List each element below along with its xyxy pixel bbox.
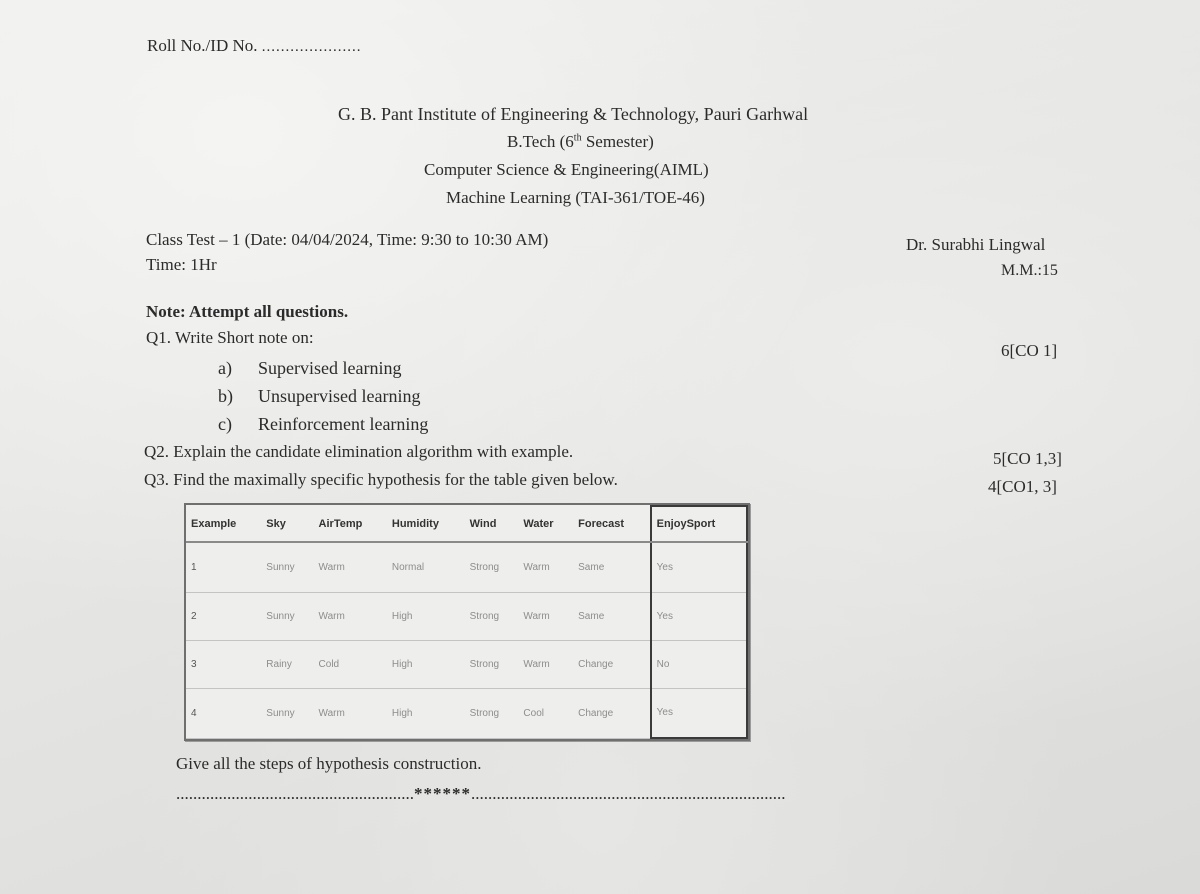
question-2: Q2. Explain the candidate elimination algorithm with example. xyxy=(144,442,574,461)
table-cell-target: Yes xyxy=(651,542,747,592)
item-text: Supervised learning xyxy=(258,358,402,378)
table-row xyxy=(186,640,747,688)
table-cell: Rainy xyxy=(261,640,313,688)
table-cell: Warm xyxy=(518,592,573,640)
table-row xyxy=(186,688,747,738)
question-1: Q1. Write Short note on: xyxy=(146,328,314,347)
question-3: Q3. Find the maximally specific hypothesis for the table given below. xyxy=(144,470,618,489)
course-name: Machine Learning (TAI-361/TOE-46) xyxy=(446,188,705,207)
question-1-marks: 6[CO 1] xyxy=(1001,341,1058,360)
question-1-item-c xyxy=(218,414,428,435)
table-cell: Same xyxy=(573,542,650,592)
item-text: Reinforcement learning xyxy=(258,414,429,434)
department-name: Computer Science & Engineering(AIML) xyxy=(424,160,709,179)
program-line xyxy=(507,132,654,152)
exam-duration: Time: 1Hr xyxy=(146,255,217,274)
table-cell: Warm xyxy=(518,542,573,592)
table-cell: Sunny xyxy=(261,592,313,640)
table-cell: Strong xyxy=(465,592,519,640)
header-cell: Example xyxy=(186,506,261,542)
institute-name: G. B. Pant Institute of Engineering & Technology, Pauri Garhwal xyxy=(338,104,809,124)
table-cell: Strong xyxy=(465,640,519,688)
item-letter: c) xyxy=(218,414,232,434)
question-2-marks: 5[CO 1,3] xyxy=(993,449,1062,468)
table-row xyxy=(186,542,747,592)
program-suffix: Semester) xyxy=(581,132,654,151)
question-3-marks: 4[CO1, 3] xyxy=(988,477,1057,496)
table-cell: Sunny xyxy=(261,688,313,738)
item-letter: b) xyxy=(218,386,233,406)
header-cell: Sky xyxy=(261,506,313,542)
end-of-paper-line xyxy=(176,784,1076,804)
table-cell: 2 xyxy=(186,592,261,640)
table-cell: Same xyxy=(573,592,650,640)
question-1-item-a xyxy=(218,358,401,379)
table-cell: Strong xyxy=(465,542,519,592)
table-cell: High xyxy=(387,688,465,738)
table-cell-target: Yes xyxy=(651,592,747,640)
program-prefix: B.Tech (6 xyxy=(507,132,574,151)
instruction-note: Note: Attempt all questions. xyxy=(146,302,349,321)
footer-dots-right: .......................................................................... xyxy=(471,784,786,803)
header-cell-target: EnjoySport xyxy=(651,506,747,542)
header-cell: Humidity xyxy=(387,506,465,542)
table-cell: Cold xyxy=(314,640,387,688)
footer-stars: ****** xyxy=(414,784,471,803)
roll-label: Roll No./ID No. xyxy=(147,36,258,55)
question-1-item-b xyxy=(218,386,420,407)
table-header-row xyxy=(186,506,747,542)
table-cell: 4 xyxy=(186,688,261,738)
table-cell: Change xyxy=(573,688,650,738)
table-cell: 3 xyxy=(186,640,261,688)
header-cell: Water xyxy=(518,506,573,542)
program-sup: th xyxy=(573,132,582,144)
table-cell: Normal xyxy=(387,542,465,592)
table-cell: Warm xyxy=(314,592,387,640)
table-cell: Warm xyxy=(314,542,387,592)
roll-dots: ..................... xyxy=(261,39,362,55)
header-cell: Forecast xyxy=(573,506,650,542)
header-cell: AirTemp xyxy=(314,506,387,542)
table-cell-target: No xyxy=(651,640,747,688)
examiner-name: Dr. Surabhi Lingwal xyxy=(906,235,1046,254)
table-cell: 1 xyxy=(186,542,261,592)
training-examples-table xyxy=(184,503,750,741)
table-row xyxy=(186,592,747,640)
item-text: Unsupervised learning xyxy=(258,386,421,406)
max-marks: M.M.:15 xyxy=(1001,262,1058,279)
table-cell-target: Yes xyxy=(651,688,747,738)
table-cell: Warm xyxy=(314,688,387,738)
roll-number-line xyxy=(147,36,362,56)
header-cell: Wind xyxy=(465,506,519,542)
table-cell: Change xyxy=(573,640,650,688)
table-cell: High xyxy=(387,592,465,640)
table-cell: Strong xyxy=(465,688,519,738)
closing-instruction: Give all the steps of hypothesis construction. xyxy=(176,754,482,773)
table-cell: Warm xyxy=(518,640,573,688)
table-cell: Sunny xyxy=(261,542,313,592)
footer-dots-left: ........................................................ xyxy=(176,784,414,803)
table-cell: Cool xyxy=(518,688,573,738)
exam-title: Class Test – 1 (Date: 04/04/2024, Time: 9:30 to 10:30 AM) xyxy=(146,230,549,249)
item-letter: a) xyxy=(218,358,232,378)
table-cell: High xyxy=(387,640,465,688)
